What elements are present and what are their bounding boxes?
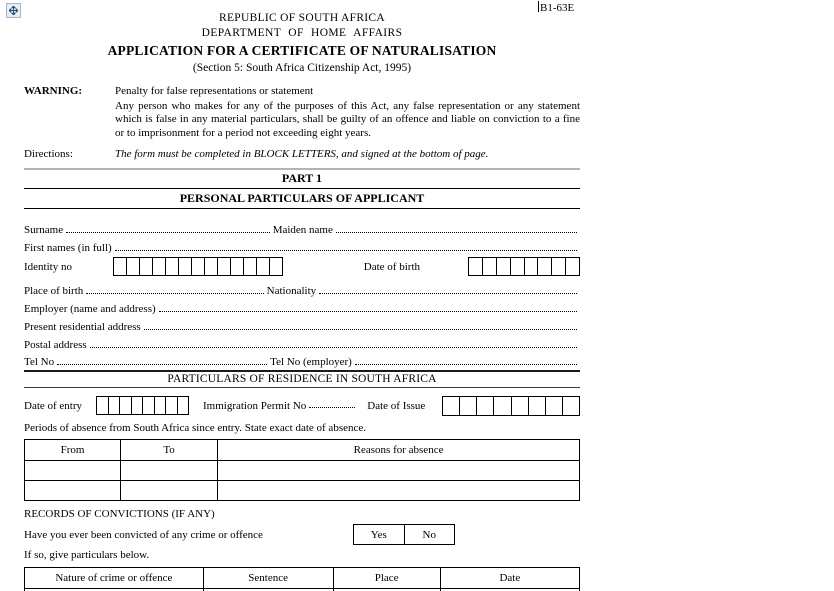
postal-address-field[interactable]: [90, 347, 577, 348]
maiden-name-field[interactable]: [336, 232, 577, 233]
convictions-col-nature: Nature of crime or offence: [25, 568, 204, 589]
box-cell[interactable]: [552, 257, 566, 276]
absence-table-header-row: [25, 440, 580, 461]
box-cell[interactable]: [477, 396, 494, 416]
convictions-question: Have you ever been convicted of any crime or offence: [24, 528, 263, 541]
table-cell[interactable]: [25, 481, 121, 501]
tel-no-label: Tel No: [24, 356, 55, 369]
box-cell[interactable]: [178, 396, 190, 415]
form-subtitle: (Section 5: South Africa Citizenship Act, 1995): [192, 62, 412, 74]
no-option[interactable]: No: [422, 528, 436, 541]
table-cell[interactable]: [218, 481, 580, 501]
table-cell[interactable]: [121, 481, 218, 501]
date-of-issue-boxes[interactable]: [442, 396, 580, 416]
box-cell[interactable]: [179, 257, 192, 276]
tel-no-field[interactable]: [57, 364, 267, 365]
date-of-entry-label: Date of entry: [24, 399, 83, 412]
identity-no-label: Identity no: [24, 260, 72, 273]
box-cell[interactable]: [270, 257, 283, 276]
box-cell[interactable]: [468, 257, 483, 276]
convictions-col-sentence: Sentence: [203, 568, 333, 589]
warning-body: Any person who makes for any of the purposes of this Act, any false representation or any statement which is false in any material particulars, shall be guilty of an offence and liable on conviction to a fine or to imprisonment for a period not exceeding eight years.: [115, 100, 580, 139]
box-cell[interactable]: [132, 396, 144, 415]
table-move-handle[interactable]: [6, 3, 21, 18]
directions-label: Directions:: [24, 148, 73, 161]
place-of-birth-field[interactable]: [86, 293, 263, 294]
box-cell[interactable]: [140, 257, 153, 276]
box-cell[interactable]: [109, 396, 121, 415]
date-of-issue-label: Date of Issue: [367, 399, 426, 412]
box-cell[interactable]: [511, 257, 525, 276]
box-cell[interactable]: [525, 257, 539, 276]
warning-line1: Penalty for false representations or statement: [115, 85, 314, 97]
box-cell[interactable]: [218, 257, 231, 276]
surname-label: Surname: [24, 224, 64, 237]
convictions-table-header-row: [25, 568, 580, 589]
box-cell[interactable]: [494, 396, 511, 416]
box-cell[interactable]: [563, 396, 580, 416]
box-cell[interactable]: [192, 257, 205, 276]
box-cell[interactable]: [231, 257, 244, 276]
present-address-label: Present residential address: [24, 321, 141, 334]
absence-col-from: From: [25, 440, 121, 461]
box-cell[interactable]: [483, 257, 497, 276]
absence-note: Periods of absence from South Africa since entry. State exact date of absence.: [24, 422, 366, 435]
box-cell[interactable]: [257, 257, 270, 276]
box-cell[interactable]: [529, 396, 546, 416]
move-arrows-icon: [9, 6, 18, 15]
box-cell[interactable]: [143, 396, 155, 415]
box-cell[interactable]: [166, 396, 178, 415]
nationality-label: Nationality: [266, 285, 317, 298]
employer-field[interactable]: [159, 311, 577, 312]
yes-no-box: [353, 524, 455, 545]
tel-no-employer-label: Tel No (employer): [270, 356, 352, 369]
date-of-entry-boxes[interactable]: [96, 396, 189, 415]
personal-particulars-heading: PERSONAL PARTICULARS OF APPLICANT: [179, 191, 425, 206]
divider-line: [24, 387, 580, 388]
first-names-label: First names (in full): [24, 242, 112, 255]
table-cell[interactable]: [25, 461, 121, 481]
postal-address-label: Postal address: [24, 339, 87, 352]
identity-number-boxes[interactable]: [113, 257, 283, 276]
absence-table: [24, 439, 580, 501]
box-cell[interactable]: [566, 257, 580, 276]
text-cursor: [538, 1, 539, 12]
box-cell[interactable]: [205, 257, 218, 276]
box-cell[interactable]: [244, 257, 257, 276]
header-republic: REPUBLIC OF SOUTH AFRICA: [219, 12, 385, 24]
tel-no-employer-field[interactable]: [355, 364, 577, 365]
divider-line: [24, 208, 580, 209]
box-cell[interactable]: [538, 257, 552, 276]
convictions-col-place: Place: [333, 568, 440, 589]
present-address-field[interactable]: [144, 329, 577, 330]
box-cell[interactable]: [512, 396, 529, 416]
part1-heading: PART 1: [281, 171, 323, 186]
form-title: APPLICATION FOR A CERTIFICATE OF NATURALISATION: [107, 43, 497, 58]
first-names-field[interactable]: [115, 250, 577, 251]
convictions-note: If so, give particulars below.: [24, 549, 150, 562]
header-department: DEPARTMENT OF HOME AFFAIRS: [201, 27, 403, 39]
directions-text: The form must be completed in BLOCK LETTERS, and signed at the bottom of page.: [115, 148, 489, 161]
absence-col-to: To: [121, 440, 218, 461]
employer-label: Employer (name and address): [24, 303, 156, 316]
box-cell[interactable]: [442, 396, 460, 416]
box-cell[interactable]: [153, 257, 166, 276]
immigration-permit-label: Immigration Permit No: [203, 399, 307, 412]
surname-field[interactable]: [66, 232, 270, 233]
residence-heading: PARTICULARS OF RESIDENCE IN SOUTH AFRICA: [167, 373, 437, 386]
box-cell[interactable]: [155, 396, 167, 415]
maiden-name-label: Maiden name: [272, 224, 333, 237]
box-cell[interactable]: [166, 257, 179, 276]
box-cell[interactable]: [120, 396, 132, 415]
warning-label: WARNING:: [24, 85, 83, 97]
box-cell[interactable]: [127, 257, 140, 276]
box-cell[interactable]: [546, 396, 563, 416]
date-of-birth-boxes[interactable]: [468, 257, 580, 276]
table-cell[interactable]: [121, 461, 218, 481]
nationality-field[interactable]: [319, 293, 577, 294]
form-number: B1-63E: [540, 2, 575, 14]
absence-table-row: [25, 461, 580, 481]
box-cell[interactable]: [497, 257, 511, 276]
box-cell[interactable]: [96, 396, 109, 415]
immigration-permit-field[interactable]: [309, 407, 355, 408]
absence-table-row: [25, 481, 580, 501]
convictions-col-date: Date: [440, 568, 579, 589]
box-cell[interactable]: [460, 396, 477, 416]
absence-col-reasons: Reasons for absence: [218, 440, 580, 461]
table-cell[interactable]: [218, 461, 580, 481]
yes-option[interactable]: Yes: [354, 525, 405, 544]
date-of-birth-label: Date of birth: [363, 260, 420, 273]
place-of-birth-label: Place of birth: [24, 285, 84, 298]
convictions-table: [24, 567, 580, 591]
box-cell[interactable]: [113, 257, 127, 276]
convictions-heading: RECORDS OF CONVICTIONS (IF ANY): [24, 508, 215, 521]
